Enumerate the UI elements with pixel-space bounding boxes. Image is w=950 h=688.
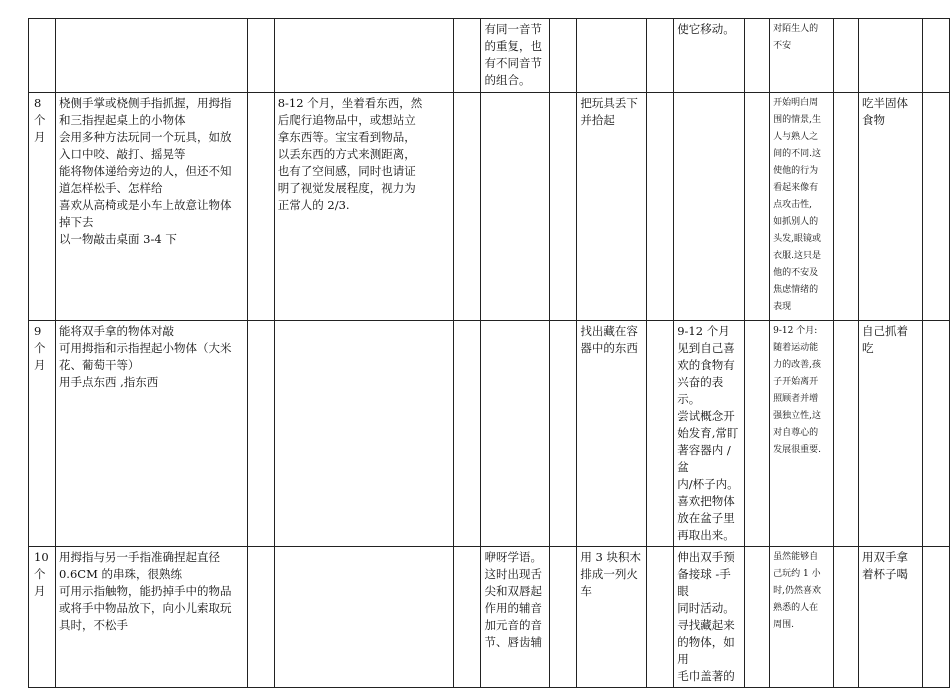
spacer-cell	[745, 19, 770, 93]
language-cell	[481, 321, 550, 547]
spacer-cell	[834, 547, 859, 688]
spacer-cell	[647, 547, 674, 688]
social-cell: 对陌生人的 不安	[770, 19, 834, 93]
spacer-cell	[922, 321, 949, 547]
cognition-note-cell: 使它移动。	[674, 19, 745, 93]
spacer-cell	[745, 93, 770, 321]
eating-cell: 用双手拿 着杯子喝	[859, 547, 923, 688]
spacer-cell	[922, 19, 949, 93]
cognition-note-cell: 9-12 个月 见到自己喜 欢的食物有 兴奋的表示。 尝试概念开 始发育,常盯 著容器内 /盆 内/杯子内。 喜欢把物体 放在盆子里 再取出来。	[674, 321, 745, 547]
spacer-cell	[247, 19, 274, 93]
spacer-cell	[922, 93, 949, 321]
eating-cell: 吃半固体 食物	[859, 93, 923, 321]
spacer-cell	[834, 19, 859, 93]
spacer-cell	[247, 93, 274, 321]
spacer-cell	[745, 547, 770, 688]
spacer-cell	[834, 93, 859, 321]
language-cell: 有同一音节 的重复，也 有不同音节 的组合。	[481, 19, 550, 93]
vision-cell: 8-12 个月，坐着看东西，然 后爬行追物品中，或想站立 拿东西等。宝宝看到物品， 以丢东西的方式来测距离， 也有了空间感，同时也请证 明了视觉发展程度，视力为 正常人的 2/3.	[274, 93, 454, 321]
vision-cell	[274, 321, 454, 547]
table-row	[29, 19, 950, 93]
spacer-cell	[454, 321, 481, 547]
spacer-cell	[922, 547, 949, 688]
spacer-cell	[454, 19, 481, 93]
age-cell: 9 个 月	[29, 321, 56, 547]
language-cell: 咿呀学语。 这时出现舌 尖和双唇起 作用的辅音 加元音的音 节、唇齿辅	[481, 547, 550, 688]
spacer-cell	[454, 547, 481, 688]
spacer-cell	[647, 19, 674, 93]
spacer-cell	[647, 321, 674, 547]
spacer-cell	[550, 93, 577, 321]
cognition-cell: 找出藏在容 器中的东西	[577, 321, 647, 547]
fine-motor-cell: 用拇指与另一手指准确捏起直径 0.6CM 的串珠，很熟练 可用示指触物，能扔掉手中的物品 或将手中物品放下，向小儿索取玩 具时，不松手	[55, 547, 247, 688]
cognition-cell: 用 3 块积木 排成一列火 车	[577, 547, 647, 688]
table-row	[29, 547, 950, 688]
spacer-cell	[550, 19, 577, 93]
language-cell	[481, 93, 550, 321]
cognition-cell: 把玩具丢下 并拾起	[577, 93, 647, 321]
social-cell: 9-12 个月: 随着运动能 力的改善,孩 子开始离开 照顾者并增 强独立性,这 对自尊心的 发展很重要.	[770, 321, 834, 547]
cognition-note-cell	[674, 93, 745, 321]
spacer-cell	[550, 321, 577, 547]
vision-cell	[274, 547, 454, 688]
table-row	[29, 321, 950, 547]
development-table	[28, 18, 950, 688]
fine-motor-cell: 桡侧手掌或桡侧手指抓握，用拇指 和三指捏起桌上的小物体 会用多种方法玩同一个玩具，如放 入口中咬、敲打、摇晃等 能将物体递给旁边的人，但还不知 道怎样松手、怎样给 喜欢从高椅或是小车上故意让物体 掉下去 以一物敲击桌面 3-4 下	[55, 93, 247, 321]
age-cell	[29, 19, 56, 93]
spacer-cell	[247, 547, 274, 688]
spacer-cell	[834, 321, 859, 547]
spacer-cell	[745, 321, 770, 547]
spacer-cell	[647, 93, 674, 321]
age-cell: 8 个 月	[29, 93, 56, 321]
age-cell: 10 个 月	[29, 547, 56, 688]
eating-cell	[859, 19, 923, 93]
vision-cell	[274, 19, 454, 93]
cognition-cell	[577, 19, 647, 93]
spacer-cell	[454, 93, 481, 321]
eating-cell: 自己抓着 吃	[859, 321, 923, 547]
fine-motor-cell	[55, 19, 247, 93]
social-cell: 虽然能够自 己玩约 1 小 时,仍然喜欢 熟悉的人在 周围.	[770, 547, 834, 688]
table-row	[29, 93, 950, 321]
spacer-cell	[247, 321, 274, 547]
fine-motor-cell: 能将双手拿的物体对敲 可用拇指和示指捏起小物体（大米 花、葡萄干等） 用手点东西 ,指东西	[55, 321, 247, 547]
social-cell: 开始明白周 围的情景,生 人与熟人之 间的不同.这 使他的行为 看起来像有 点攻击性, 如抓别人的 头发,眼镜或 衣服.这只是 他的不安及 焦虑情绪的 表现	[770, 93, 834, 321]
spacer-cell	[550, 547, 577, 688]
cognition-note-cell: 伸出双手预 备接球 -手眼 同时活动。 寻找藏起来 的物体，如用 毛巾盖著的	[674, 547, 745, 688]
